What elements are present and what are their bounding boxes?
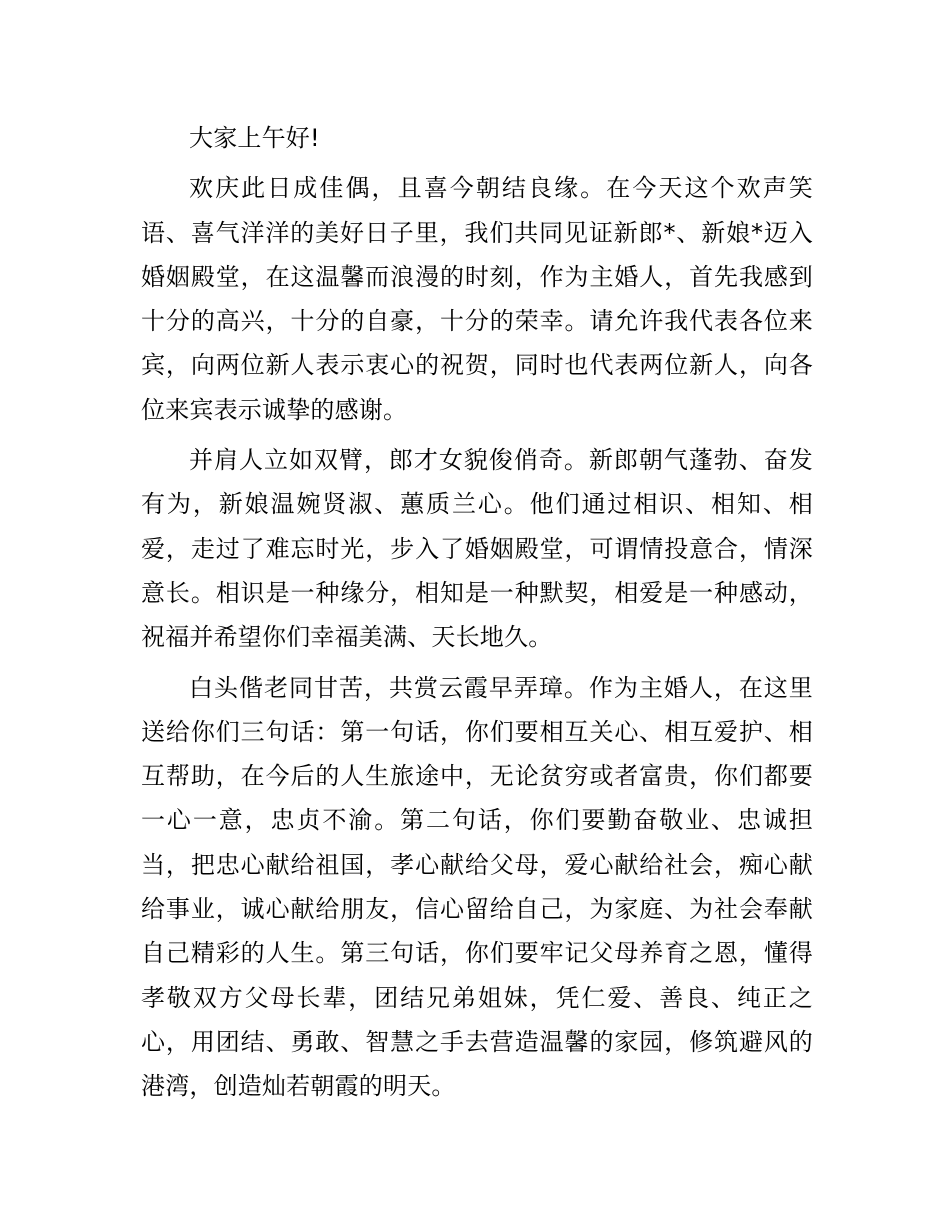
paragraph-opening: 欢庆此日成佳偶，且喜今朝结良缘。在今天这个欢声笑语、喜气洋洋的美好日子里，我们共同见证新郎*、新娘*迈入婚姻殿堂，在这温馨而浪漫的时刻，作为主婚人，首先我感到十分的高兴，十分的自豪，十分的荣幸。请允许我代表各位来宾，向两位新人表示衷心的祝贺，同时也代表两位新人，向各位来宾表示诚挚的感谢。: [141, 174, 813, 424]
paragraph-three-wishes: 白头偕老同甘苦，共赏云霞早弄璋。作为主婚人，在这里送给你们三句话：第一句话，你们要相互关心、相互爱护、相互帮助，在今后的人生旅途中，无论贫穷或者富贵，你们都要一心一意，忠贞不渝。第二句话，你们要勤奋敬业、忠诚担当，把忠心献给祖国，孝心献给父母，爱心献给社会，痴心献给事业，诚心献给朋友，信心留给自己，为家庭、为社会奉献自己精彩的人生。第三句话，你们要牢记父母养育之恩，懂得孝敬双方父母长辈，团结兄弟姐妹，凭仁爱、善良、纯正之心，用团结、勇敢、智慧之手去营造温馨的家园，修筑避风的港湾，创造灿若朝霞的明天。: [141, 673, 813, 1101]
greeting-paragraph: 大家上午好!: [189, 124, 320, 152]
speech-body: [141, 116, 813, 1115]
paragraph-couple-praise: 并肩人立如双臂，郎才女貌俊俏奇。新郎朝气蓬勃、奋发有为，新娘温婉贤淑、蕙质兰心。他们通过相识、相知、相爱，走过了难忘时光，步入了婚姻殿堂，可谓情投意合，情深意长。相识是一种缘分，相知是一种默契，相爱是一种感动，祝福并希望你们幸福美满、天长地久。: [141, 446, 813, 652]
